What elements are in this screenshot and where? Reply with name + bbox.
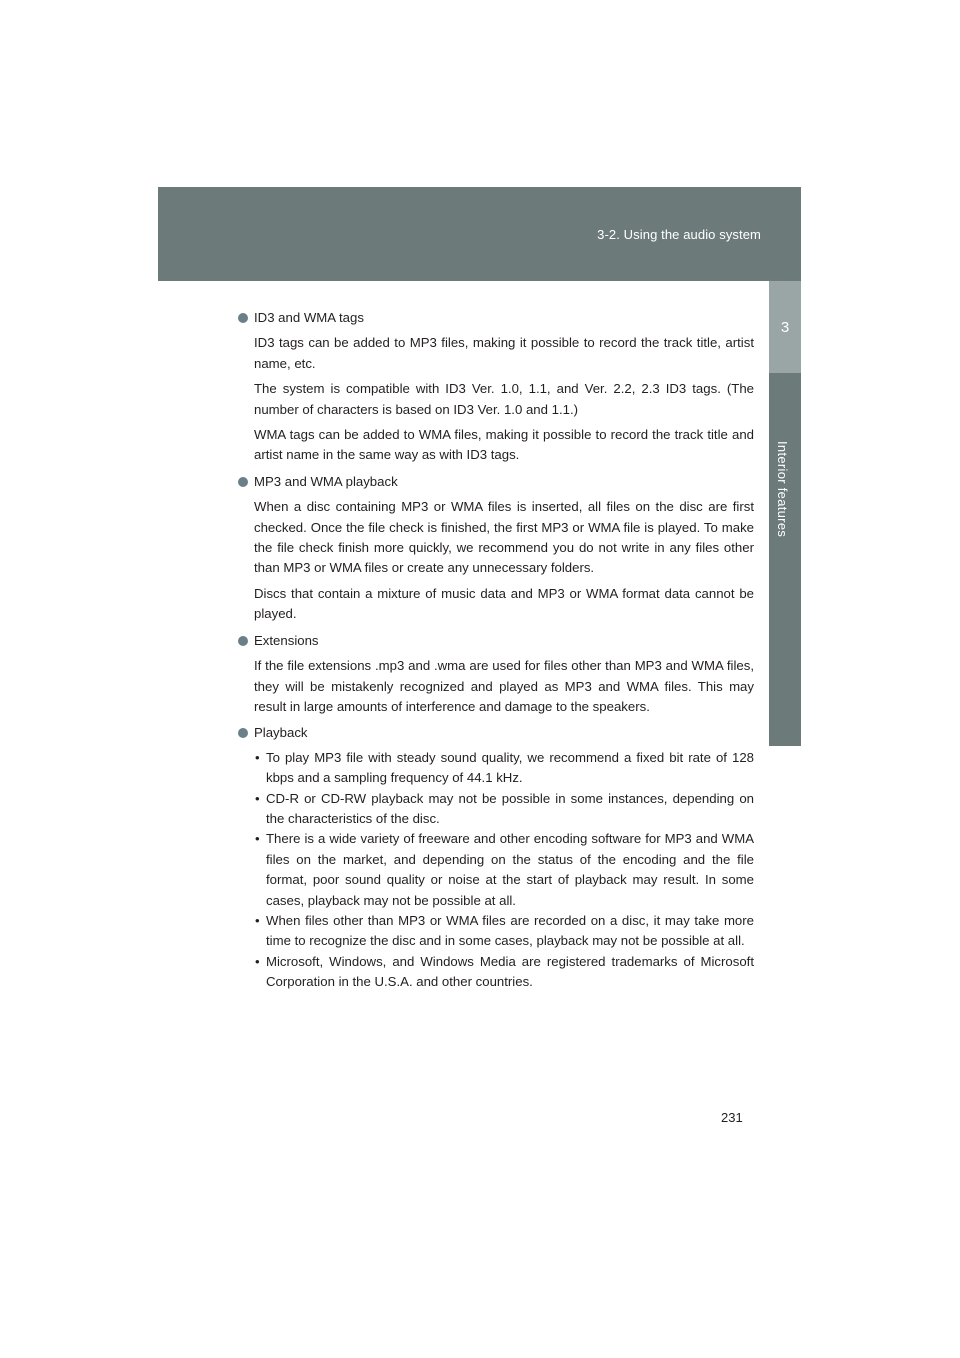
- list-item-text: There is a wide variety of freeware and other encoding software for MP3 and WMA files on the market, and depending on the status of the encoding and the file format, poor sound quality or noise at the start of playback may result. In some cases, playback may not be possible at all.: [266, 831, 754, 908]
- list-item: [255, 952, 754, 993]
- round-bullet-icon: [238, 636, 248, 646]
- list-item-text: When files other than MP3 or WMA files are recorded on a disc, it may take more time to recognize the disc and in some cases, playback may not be possible at all.: [266, 912, 754, 949]
- topic-id3-wma-tags: [238, 308, 754, 466]
- topic-heading-text: MP3 and WMA playback: [254, 473, 398, 489]
- chapter-side-tab: [769, 281, 801, 746]
- list-item-text: To play MP3 file with steady sound quality, we recommend a fixed bit rate of 128 kbps and a sampling frequency of 44.1 kHz.: [266, 749, 754, 786]
- list-item: [255, 829, 754, 911]
- small-bullet-icon: •: [255, 912, 260, 928]
- topic-heading-text: Extensions: [254, 632, 319, 648]
- page-content: [238, 308, 754, 999]
- paragraph: When a disc containing MP3 or WMA files is inserted, all files on the disc are first checked. Once the file check is finished, the first MP3 or WMA file is played. To make the file check finish more quickly, we recommend you do not write in any files other than MP3 or WMA files or create any unnecessary folders.: [254, 499, 754, 576]
- paragraph: The system is compatible with ID3 Ver. 1.0, 1.1, and Ver. 2.2, 2.3 ID3 tags. (The number of characters is based on ID3 Ver. 1.0 and 1.1.): [254, 381, 754, 417]
- list-item: [255, 748, 754, 789]
- list-item-text: CD-R or CD-RW playback may not be possible in some instances, depending on the characteristics of the disc.: [266, 790, 754, 826]
- topic-heading: [238, 472, 754, 492]
- topic-heading-text: ID3 and WMA tags: [254, 310, 364, 325]
- topic-heading: [238, 631, 754, 651]
- topic-heading: [238, 723, 754, 743]
- header-band: [158, 187, 801, 281]
- paragraph: If the file extensions .mp3 and .wma are used for files other than MP3 and WMA files, they will be mistakenly recognized and played as MP3 and WMA files. This may result in large amounts of interference and damage to the speakers.: [254, 658, 754, 714]
- paragraph: Discs that contain a mixture of music data and MP3 or WMA format data cannot be played.: [254, 585, 754, 622]
- topic-heading-text: Playback: [254, 725, 308, 741]
- playback-notes-list: [238, 748, 754, 993]
- round-bullet-icon: [238, 728, 248, 738]
- list-item-text: Microsoft, Windows, and Windows Media are registered trademarks of Microsoft Corporation in the U.S.A. and other countries.: [266, 953, 754, 990]
- topic-heading: [238, 308, 754, 328]
- paragraph: ID3 tags can be added to MP3 files, making it possible to record the track title, artist name, etc.: [254, 335, 754, 371]
- page-number: 231: [721, 1110, 743, 1125]
- chapter-number: 3: [769, 281, 801, 373]
- small-bullet-icon: •: [255, 831, 260, 847]
- paragraph: WMA tags can be added to WMA files, making it possible to record the track title and artist name in the same way as with ID3 tags.: [254, 427, 754, 463]
- small-bullet-icon: •: [255, 749, 260, 765]
- topic-extensions: [238, 631, 754, 718]
- topic-mp3-wma-playback: [238, 472, 754, 625]
- list-item: [255, 789, 754, 830]
- chapter-label: Interior features: [775, 441, 790, 538]
- topic-playback: [238, 723, 754, 992]
- section-title: 3-2. Using the audio system: [597, 227, 761, 242]
- round-bullet-icon: [238, 477, 248, 487]
- round-bullet-icon: [238, 313, 248, 323]
- small-bullet-icon: •: [255, 953, 260, 969]
- small-bullet-icon: •: [255, 790, 260, 806]
- list-item: [255, 911, 754, 952]
